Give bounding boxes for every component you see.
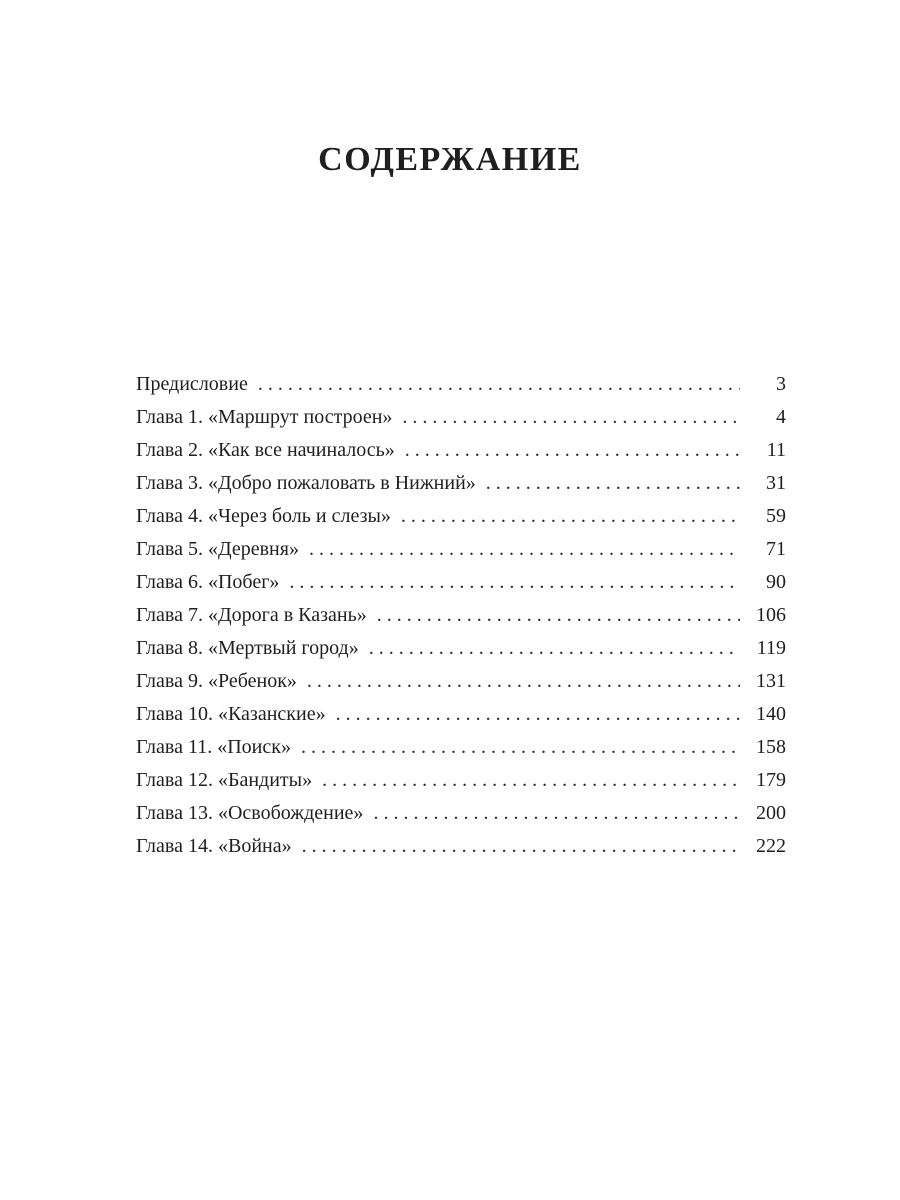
toc-entry-page: 119 xyxy=(756,637,786,659)
dot-leader xyxy=(289,566,740,599)
toc-entry-chapter-3[interactable] xyxy=(136,467,786,500)
toc-entry-label: Глава 3. «Добро пожаловать в Нижний» xyxy=(136,472,476,494)
toc-entry-page: 200 xyxy=(756,802,786,824)
toc-entry-chapter-5[interactable] xyxy=(136,533,786,566)
dot-leader xyxy=(405,434,740,467)
toc-entry-label: Глава 14. «Война» xyxy=(136,835,292,857)
dot-leader xyxy=(401,500,740,533)
dot-leader xyxy=(322,764,740,797)
toc-entry-chapter-6[interactable] xyxy=(136,566,786,599)
toc-entry-page: 71 xyxy=(766,538,786,560)
toc-entry-chapter-13[interactable] xyxy=(136,797,786,830)
dot-leader xyxy=(336,698,740,731)
toc-entry-page: 222 xyxy=(756,835,786,857)
toc-entry-page: 179 xyxy=(756,769,786,791)
dot-leader xyxy=(369,632,740,665)
toc-entry-label: Глава 10. «Казанские» xyxy=(136,703,326,725)
toc-entry-page: 90 xyxy=(766,571,786,593)
toc-entry-chapter-2[interactable] xyxy=(136,434,786,467)
toc-entry-chapter-10[interactable] xyxy=(136,698,786,731)
toc-entry-label: Глава 4. «Через боль и слезы» xyxy=(136,505,391,527)
toc-entry-chapter-7[interactable] xyxy=(136,599,786,632)
toc-entry-page: 31 xyxy=(766,472,786,494)
dot-leader xyxy=(301,731,740,764)
dot-leader xyxy=(302,830,740,863)
toc-entry-chapter-1[interactable] xyxy=(136,401,786,434)
table-of-contents xyxy=(136,368,786,863)
toc-entry-label: Глава 5. «Деревня» xyxy=(136,538,299,560)
dot-leader xyxy=(377,599,740,632)
dot-leader xyxy=(486,467,740,500)
dot-leader xyxy=(309,533,740,566)
toc-entry-label: Глава 2. «Как все начиналось» xyxy=(136,439,395,461)
toc-entry-chapter-8[interactable] xyxy=(136,632,786,665)
page-title: СОДЕРЖАНИЕ xyxy=(318,141,582,178)
dot-leader xyxy=(258,368,740,401)
toc-entry-chapter-4[interactable] xyxy=(136,500,786,533)
toc-entry-page: 106 xyxy=(756,604,786,626)
toc-entry-label: Глава 13. «Освобождение» xyxy=(136,802,364,824)
toc-entry-label: Глава 6. «Побег» xyxy=(136,571,280,593)
toc-entry-label: Глава 1. «Маршрут построен» xyxy=(136,406,393,428)
toc-entry-chapter-9[interactable] xyxy=(136,665,786,698)
toc-entry-chapter-12[interactable] xyxy=(136,764,786,797)
dot-leader xyxy=(373,797,740,830)
toc-entry-label: Предисловие xyxy=(136,373,248,395)
toc-entry-label: Глава 11. «Поиск» xyxy=(136,736,291,758)
toc-entry-page: 131 xyxy=(756,670,786,692)
dot-leader xyxy=(402,401,740,434)
toc-entry-label: Глава 9. «Ребенок» xyxy=(136,670,297,692)
dot-leader xyxy=(307,665,740,698)
toc-entry-page: 158 xyxy=(756,736,786,758)
toc-entry-chapter-14[interactable] xyxy=(136,830,786,863)
toc-entry-page: 3 xyxy=(776,373,786,395)
toc-entry-label: Глава 8. «Мертвый город» xyxy=(136,637,359,659)
toc-entry-page: 4 xyxy=(776,406,786,428)
toc-entry-page: 11 xyxy=(766,439,786,461)
toc-entry-chapter-11[interactable] xyxy=(136,731,786,764)
toc-entry-label: Глава 7. «Дорога в Казань» xyxy=(136,604,367,626)
toc-entry-page: 140 xyxy=(756,703,786,725)
toc-entry-preface[interactable] xyxy=(136,368,786,401)
toc-entry-page: 59 xyxy=(766,505,786,527)
toc-entry-label: Глава 12. «Бандиты» xyxy=(136,769,313,791)
